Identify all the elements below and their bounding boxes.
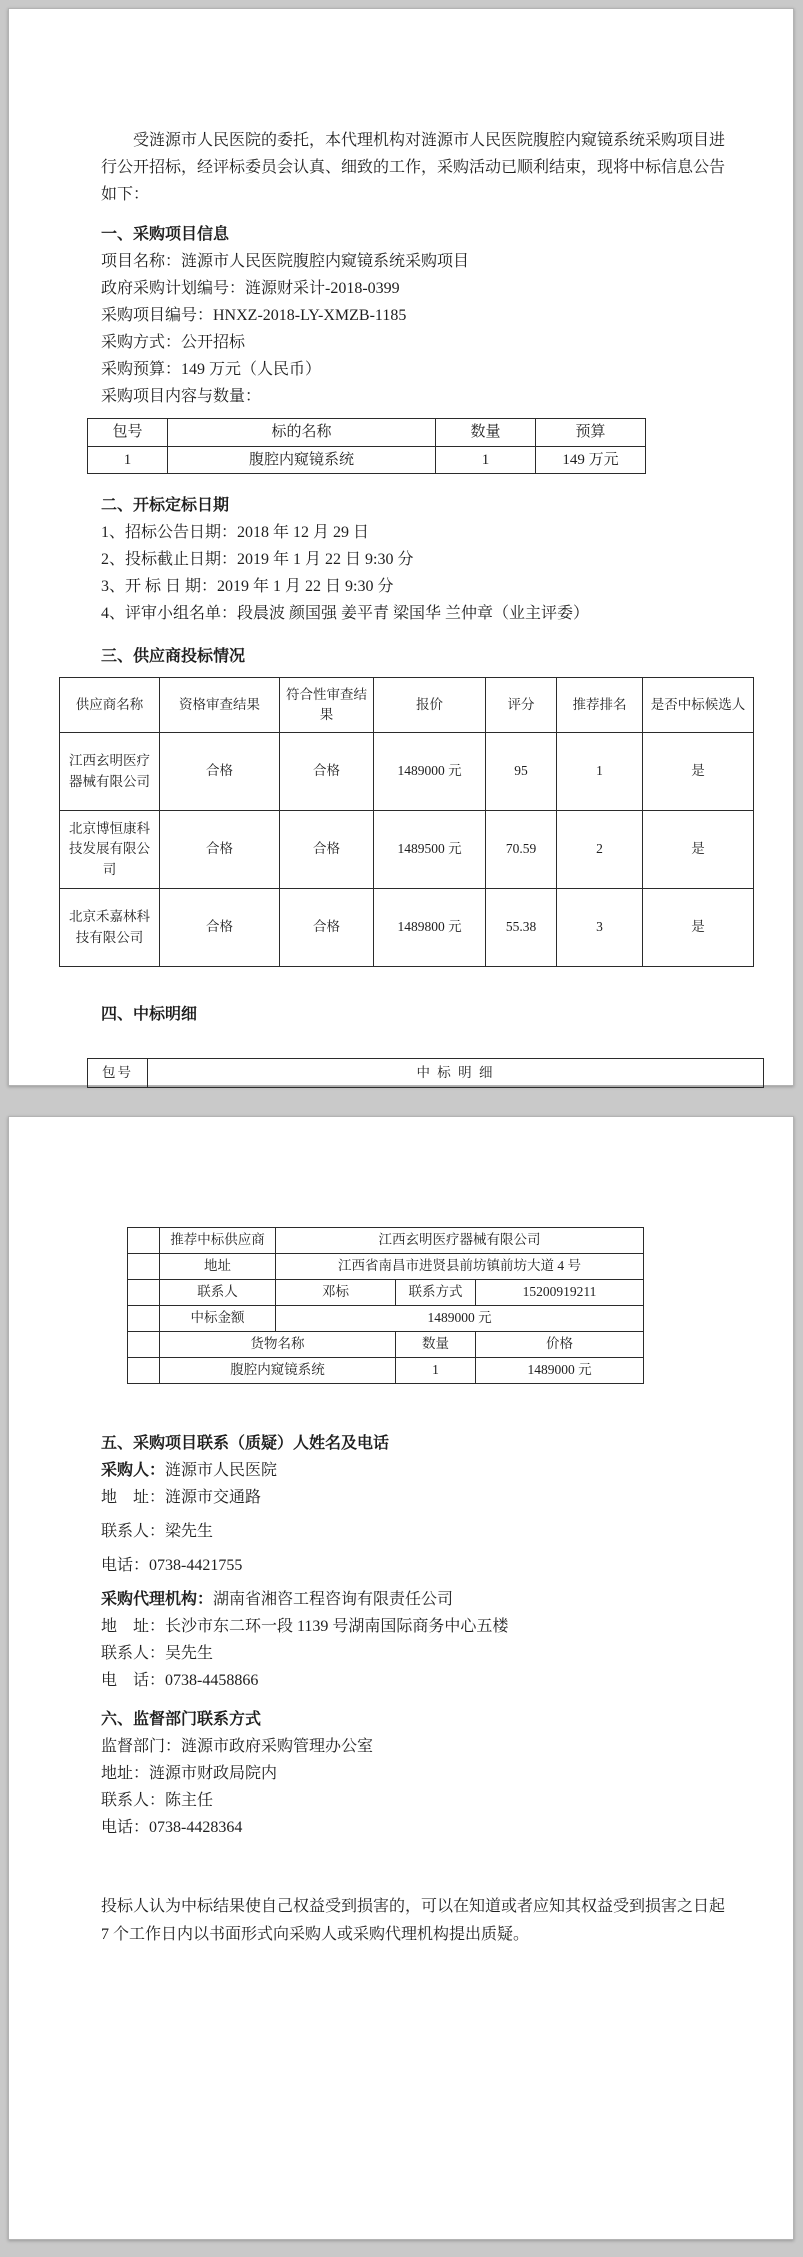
project-name-line: 项目名称：涟源市人民医院腹腔内窥镜系统采购项目 — [101, 253, 470, 270]
procurement-method-line: 采购方式：公开招标 — [101, 334, 246, 351]
table-cell: 1489000 元 — [276, 1306, 644, 1332]
table-row — [60, 733, 754, 811]
section-5-heading: 五、采购项目联系（质疑）人姓名及电话 — [101, 1435, 390, 1452]
table-cell: 70.59 — [486, 811, 557, 889]
agency-line — [101, 1586, 793, 1613]
table-cell: 中 标 明 细 — [148, 1059, 764, 1088]
table-cell: 地址 — [160, 1254, 276, 1280]
empty-cell — [128, 1358, 160, 1384]
purchaser-value: 涟源市人民医院 — [165, 1462, 278, 1479]
table-cell: 联系方式 — [396, 1280, 476, 1306]
table-cell: 货物名称 — [160, 1332, 396, 1358]
table-cell: 3 — [557, 889, 643, 967]
table-cell: 1489500 元 — [374, 811, 486, 889]
gov-plan-number-line: 政府采购计划编号：涟源财采计-2018-0399 — [101, 280, 400, 297]
table-row — [60, 811, 754, 889]
agency-address-line: 地 址：长沙市东二环一段 1139 号湖南国际商务中心五楼 — [101, 1618, 509, 1635]
table-cell: 合格 — [280, 811, 374, 889]
supervision-address-line: 地址：涟源市财政局院内 — [101, 1765, 278, 1782]
table-row — [88, 446, 646, 474]
table-header-row — [128, 1332, 644, 1358]
intro-paragraph: 受涟源市人民医院的委托，本代理机构对涟源市人民医院腹腔内窥镜系统采购项目进行公开招标，经评标委员会认真、细致的工作，采购活动已顺利结束，现将中标信息公告如下： — [101, 132, 726, 203]
table-cell: 数量 — [436, 419, 536, 447]
supervision-phone-line: 电话：0738-4428364 — [101, 1819, 243, 1836]
table-row — [128, 1254, 644, 1280]
table-cell: 推荐中标供应商 — [160, 1228, 276, 1254]
table-cell: 1 — [436, 446, 536, 474]
table-cell: 包号 — [88, 419, 168, 447]
table-cell: 1 — [557, 733, 643, 811]
table-cell: 联系人 — [160, 1280, 276, 1306]
award-summary-table — [87, 1058, 764, 1088]
document-page-1 — [8, 8, 794, 1086]
table-cell: 价格 — [476, 1332, 644, 1358]
purchaser-phone-line: 电话：0738-4421755 — [101, 1557, 243, 1574]
table-cell: 1 — [396, 1358, 476, 1384]
content-quantity-line: 采购项目内容与数量： — [101, 388, 262, 405]
table-cell: 腹腔内窥镜系统 — [160, 1358, 396, 1384]
table-cell: 合格 — [160, 811, 280, 889]
empty-cell — [128, 1228, 160, 1254]
agency-phone-line: 电 话：0738-4458866 — [101, 1672, 259, 1689]
announce-date-line: 1、招标公告日期：2018 年 12 月 29 日 — [101, 524, 370, 541]
supplier-name-cell: 北京禾嘉林科技有限公司 — [60, 889, 160, 967]
table-cell: 合格 — [280, 733, 374, 811]
table-cell: 是否中标候选人 — [643, 678, 754, 733]
table-cell: 江西玄明医疗器械有限公司 — [276, 1228, 644, 1254]
section-2-heading: 二、开标定标日期 — [101, 497, 230, 514]
purchaser-line — [101, 1457, 793, 1484]
table-cell: 供应商名称 — [60, 678, 160, 733]
review-panel-line: 4、评审小组名单：段晨波 颜国强 姜平青 梁国华 兰仲章（业主评委） — [101, 605, 590, 622]
table-cell: 评分 — [486, 678, 557, 733]
table-header-row — [60, 678, 754, 733]
project-number-line: 采购项目编号：HNXZ-2018-LY-XMZB-1185 — [101, 307, 407, 324]
table-cell: 腹腔内窥镜系统 — [168, 446, 436, 474]
table-cell: 邓标 — [276, 1280, 396, 1306]
supplier-bid-table — [59, 677, 754, 967]
table-cell: 合格 — [160, 733, 280, 811]
table-row — [128, 1306, 644, 1332]
table-cell: 数量 — [396, 1332, 476, 1358]
table-cell: 资格审查结果 — [160, 678, 280, 733]
table-cell: 江西省南昌市进贤县前坊镇前坊大道 4 号 — [276, 1254, 644, 1280]
table-cell: 是 — [643, 889, 754, 967]
section-6-heading: 六、监督部门联系方式 — [101, 1711, 262, 1728]
purchaser-address-line: 地 址：涟源市交通路 — [101, 1489, 262, 1506]
objection-notice-paragraph: 投标人认为中标结果使自己权益受到损害的，可以在知道或者应知其权益受到损害之日起 7 个工作日内以书面形式向采购人或采购代理机构提出质疑。 — [101, 1898, 726, 1943]
agency-contact-line: 联系人：吴先生 — [101, 1645, 214, 1662]
agency-label: 采购代理机构： — [101, 1591, 214, 1608]
table-row — [128, 1358, 644, 1384]
empty-cell — [128, 1280, 160, 1306]
table-cell: 55.38 — [486, 889, 557, 967]
table-row — [128, 1280, 644, 1306]
section-4-heading: 四、中标明细 — [101, 1006, 198, 1023]
deadline-line: 2、投标截止日期：2019 年 1 月 22 日 9:30 分 — [101, 551, 414, 568]
table-cell: 预算 — [536, 419, 646, 447]
table-row — [128, 1228, 644, 1254]
supervision-dept-line: 监督部门：涟源市政府采购管理办公室 — [101, 1738, 374, 1755]
table-header-row — [88, 419, 646, 447]
section-1-heading: 一、采购项目信息 — [101, 226, 230, 243]
supervision-contact-line: 联系人：陈主任 — [101, 1792, 214, 1809]
empty-cell — [128, 1254, 160, 1280]
table-cell: 合格 — [280, 889, 374, 967]
table-header-row — [88, 1059, 764, 1088]
table-cell: 1489800 元 — [374, 889, 486, 967]
table-cell: 标的名称 — [168, 419, 436, 447]
supplier-name-cell: 北京博恒康科技发展有限公司 — [60, 811, 160, 889]
table-cell: 1489000 元 — [476, 1358, 644, 1384]
table-cell: 是 — [643, 733, 754, 811]
table-cell: 1 — [88, 446, 168, 474]
section-3-heading: 三、供应商投标情况 — [101, 648, 246, 665]
award-detail-table — [127, 1227, 644, 1384]
document-page-2 — [8, 1116, 794, 2240]
supplier-name-cell: 江西玄明医疗器械有限公司 — [60, 733, 160, 811]
table-cell: 推荐排名 — [557, 678, 643, 733]
table-cell: 15200919211 — [476, 1280, 644, 1306]
table-cell: 149 万元 — [536, 446, 646, 474]
table-cell: 是 — [643, 811, 754, 889]
table-cell: 95 — [486, 733, 557, 811]
empty-cell — [128, 1306, 160, 1332]
table-cell: 包号 — [88, 1059, 148, 1088]
table-cell: 符合性审查结果 — [280, 678, 374, 733]
table-cell: 报价 — [374, 678, 486, 733]
open-date-line: 3、开 标 日 期：2019 年 1 月 22 日 9:30 分 — [101, 578, 394, 595]
table-row — [60, 889, 754, 967]
table-cell: 1489000 元 — [374, 733, 486, 811]
table-cell: 中标金额 — [160, 1306, 276, 1332]
table-cell: 2 — [557, 811, 643, 889]
purchaser-contact-line: 联系人：梁先生 — [101, 1523, 214, 1540]
budget-line: 采购预算：149 万元（人民币） — [101, 361, 322, 378]
agency-value: 湖南省湘咨工程咨询有限责任公司 — [213, 1591, 454, 1608]
content-quantity-table — [87, 418, 646, 474]
table-cell: 合格 — [160, 889, 280, 967]
purchaser-label: 采购人： — [101, 1462, 166, 1479]
empty-cell — [128, 1332, 160, 1358]
